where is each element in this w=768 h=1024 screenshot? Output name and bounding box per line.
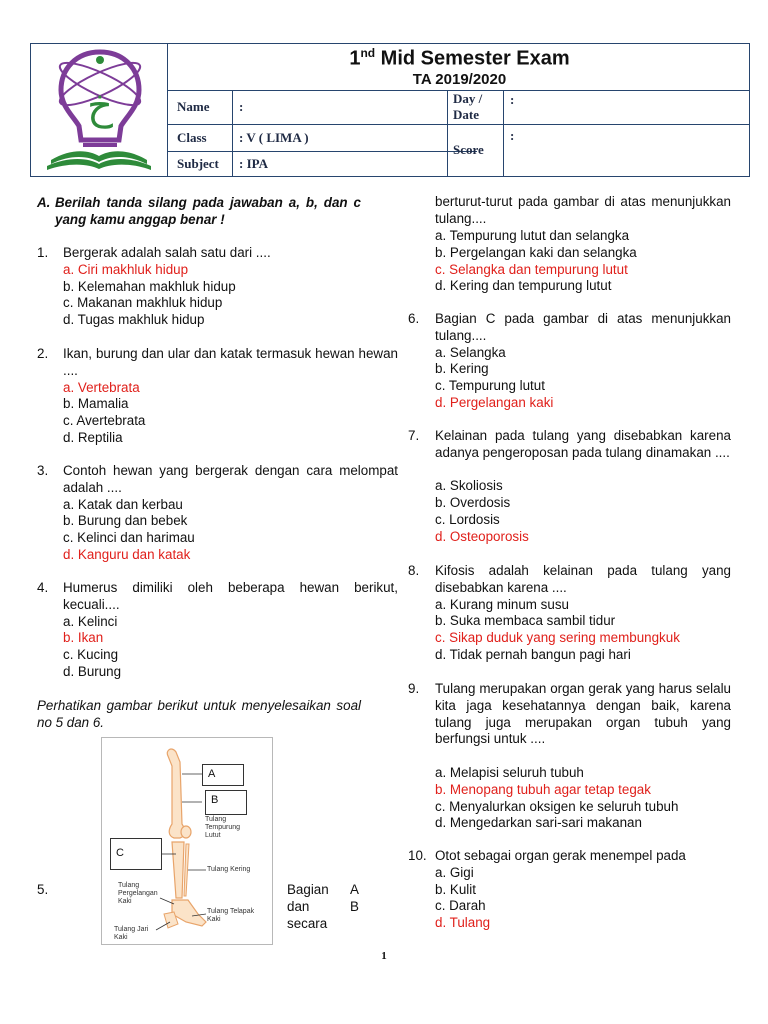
answer-option[interactable]: c. Kucing [63,647,119,663]
answer-option[interactable]: c. Menyalurkan oksigen ke seluruh tubuh [435,798,679,814]
figure-intro: Perhatikan gambar berikut untuk menyelesaikan soal no 5 dan 6. [37,698,361,730]
figure-label-sole: Tulang Telapak Kaki [207,908,255,923]
question-text: Bagian C pada gambar di atas menunjukkan tulang.... [435,311,731,343]
answer-option[interactable]: c. Darah [435,898,486,914]
instruction-letter: A. [37,195,51,210]
name-label: Name [177,99,210,114]
answer-option[interactable]: a. Ciri makhluk hidup [63,261,189,277]
figure-box-a: A [202,764,244,786]
exam-year: TA 2019/2020 [412,71,507,88]
class-label: Class [177,130,207,145]
answer-option[interactable]: b. Menopang tubuh agar tetap tegak [435,781,651,797]
answer-option[interactable]: a. Katak dan kerbau [63,496,183,512]
answer-option[interactable]: d. Tulang [435,915,491,931]
logo-arabic-glyph: خ [87,83,113,129]
figure-label-toe: Tulang Jari Kaki [114,926,149,941]
subject-label: Subject [177,156,219,171]
exam-title: 1nd Mid Semester Exam [349,46,570,70]
question-5-side-2: dan [287,899,310,914]
header-divider [168,124,750,125]
answer-option[interactable]: a. Gigi [435,864,474,880]
answer-option[interactable]: c. Lordosis [435,512,500,527]
question-text: Tulang merupakan organ gerak yang harus selalu kita jaga kesehatannya dengan baik, karena tulang juga merupakan organ tubuh yang berfungsi untuk .... [435,681,731,747]
question-number: 2. [37,346,49,361]
question-number: 10. [408,848,427,863]
figure-label-kneecap: Tulang Tempurung Lutut [205,816,241,839]
question-5-number: 5. [37,882,49,897]
answer-option[interactable]: d. Osteoporosis [435,528,529,544]
answer-option[interactable]: b. Overdosis [435,495,511,511]
question-text: Ikan, burung dan ular dan katak termasuk hewan hewan .... [63,346,398,378]
class-value: : V ( LIMA ) [239,130,309,145]
answer-option[interactable]: d. Kering dan tempurung lutut [435,278,612,294]
question-5-side-3: secara [287,916,328,931]
header-divider [447,90,448,176]
question-number: 3. [37,463,49,478]
question-number: 1. [37,245,49,260]
answer-option[interactable]: c. Kelinci dan harimau [63,530,195,546]
answer-option[interactable]: d. Mengedarkan sari-sari makanan [435,815,642,831]
score-value: : [510,128,515,143]
question-5-side-2b: B [350,899,359,914]
answer-option[interactable]: d. Kanguru dan katak [63,547,191,562]
page-number: 1 [381,950,387,962]
answer-option[interactable]: d. Tugas makhluk hidup [63,312,205,328]
answer-option[interactable]: d. Tidak pernah bangun pagi hari [435,647,631,662]
question-5-side-1: Bagian [287,882,329,897]
answer-option[interactable]: a. Melapisi seluruh tubuh [435,765,584,780]
answer-option[interactable]: b. Kering [435,361,489,377]
exam-header-table [30,43,750,177]
instruction-text: Berilah tanda silang pada jawaban a, b, dan c yang kamu anggap benar ! [55,195,361,227]
answer-option[interactable]: a. Skoliosis [435,478,503,494]
subject-value: : IPA [239,156,269,171]
question-number: 8. [408,563,420,578]
answer-option[interactable]: c. Sikap duduk yang sering membungkuk [435,630,680,646]
header-divider [168,151,477,152]
figure-box-c: C [110,838,162,870]
header-divider [503,90,504,176]
answer-option[interactable]: a. Kelinci [63,613,118,629]
question-text: Kelainan pada tulang yang disebabkan karena adanya pengeroposan pada tulang dinamakan .... [435,428,731,460]
figure-label-ankle: Tulang Pergelangan Kaki [118,882,158,905]
score-label: Score [453,142,484,157]
question-number: 9. [408,681,420,696]
answer-option[interactable]: d. Reptilia [63,430,123,445]
question-text: Kifosis adalah kelainan pada tulang yang disebabkan karena .... [435,563,731,595]
answer-option[interactable]: a. Tempurung lutut dan selangka [435,228,630,243]
figure-label-shin: Tulang Kering [207,866,251,873]
question-text: Contoh hewan yang bergerak dengan cara melompat adalah .... [63,463,398,495]
question-text: Humerus dimiliki oleh beberapa hewan berikut, kecuali.... [63,580,398,612]
answer-option[interactable]: b. Kelemahan makhluk hidup [63,278,236,294]
question-number: 4. [37,580,49,595]
day-date-label: Day / Date [453,91,483,122]
header-divider [232,90,233,176]
answer-option[interactable]: a. Kurang minum susu [435,596,569,612]
answer-option[interactable]: a. Vertebrata [63,379,140,395]
question-5-side-1b: A [350,882,359,897]
question-number: 7. [408,428,420,443]
answer-option[interactable]: d. Burung [63,664,122,679]
answer-option[interactable]: b. Suka membaca sambil tidur [435,613,616,629]
answer-option[interactable]: c. Selangka dan tempurung lutut [435,261,628,277]
answer-option[interactable]: b. Burung dan bebek [63,513,188,529]
school-logo [31,44,168,176]
answer-option[interactable]: b. Ikan [63,630,104,646]
leg-bone-figure [101,737,273,945]
answer-option[interactable]: c. Avertebrata [63,413,146,429]
answer-option[interactable]: b. Mamalia [63,396,129,412]
question-number: 6. [408,311,420,326]
question-text: Otot sebagai organ gerak menempel pada [435,848,686,863]
answer-option[interactable]: a. Selangka [435,344,506,360]
figure-box-b: B [205,790,247,815]
answer-option[interactable]: b. Kulit [435,881,476,897]
answer-option[interactable]: b. Pergelangan kaki dan selangka [435,244,637,260]
name-value: : [239,99,244,114]
day-date-value: : [510,92,515,107]
answer-option[interactable]: d. Pergelangan kaki [435,395,554,410]
answer-option[interactable]: c. Tempurung lutut [435,378,545,394]
question-5-continuation: berturut-turut pada gambar di atas menunjukkan tulang.... [435,194,731,226]
answer-option[interactable]: c. Makanan makhluk hidup [63,295,223,311]
question-text: Bergerak adalah salah satu dari .... [63,245,271,260]
